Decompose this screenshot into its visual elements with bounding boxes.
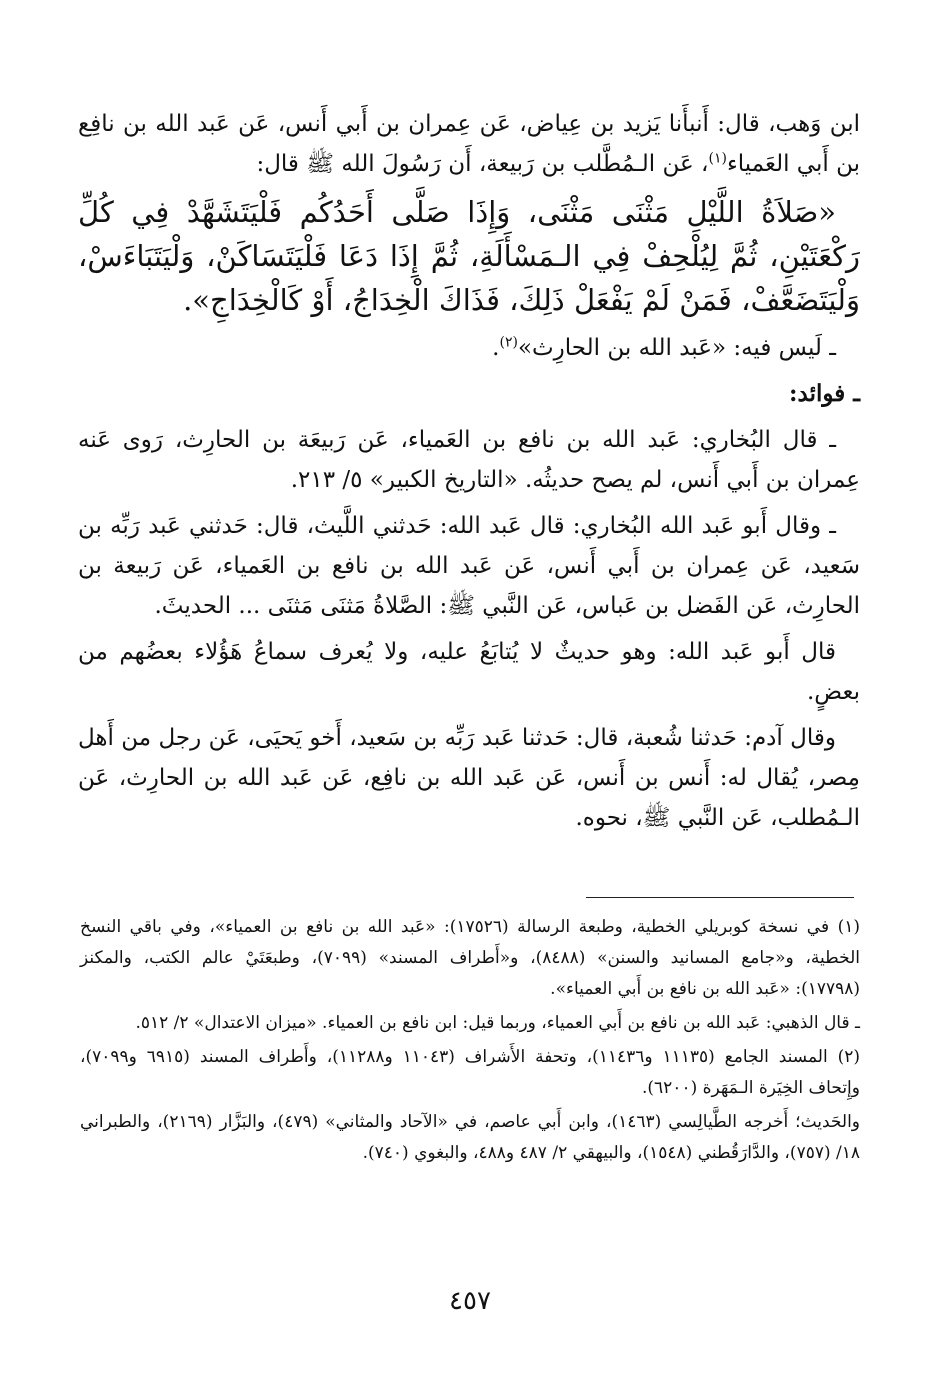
note-line <box>78 328 860 368</box>
isnad-text-end: ، عَن الـمُطَّلب بن رَبيعة، أَن رَسُولَ الله ﷺ قال: <box>256 151 709 177</box>
main-text <box>78 104 860 844</box>
isnad-text-start: ابن وَهب، قال: أَنبأَنا يَزيد بن عِياض، عَن عِمران بن أَبي أَنس، عَن عَبد الله بن نافِع بن أَبي العَمياء <box>78 111 860 177</box>
hadith-text: «صَلاَةُ اللَّيْلِ مَثْنَى مَثْنَى، وَإِذَا صَلَّى أَحَدُكُم فَلْيَتَشَهَّدْ فِي كُلِّ رَكْعَتَيْنِ، ثُمَّ لِيُلْحِفْ فِي الـمَسْأَلَةِ، ثُمَّ إِذَا دَعَا فَلْيَتَسَاكَنْ، وَلْيَتَبَاءَسْ، وَلْيَتَضَعَّفْ، فَمَنْ لَمْ يَفْعَلْ ذَلِكَ، فَذَاكَ الْخِدَاجُ، أَوْ كَالْخِدَاجِ». <box>78 195 860 317</box>
paragraph-adam: وقال آدم: حَدثنا شُعبة، قال: حَدثنا عَبد رَبِّه بن سَعيد، أَخو يَحيَى، عَن رجل من أَهل مِصر، يُقال له: أَنس بن أَنس، عَن عَبد الله بن نافِع، عَن عَبد الله بن الحارِث، عَن الـمُطلب، عَن النَّبي ﷺ، نحوه. <box>78 725 860 831</box>
footnote-divider <box>586 897 854 898</box>
note-text: ـ لَيس فيه: «عَبد الله بن الحارِث» <box>517 335 836 361</box>
paragraph-bukhari-1: ـ قال البُخاري: عَبد الله بن نافع بن العَمياء، عَن رَبيعَة بن الحارِث، رَوى عَنه عِمران بن أَبي أَنس، لم يصح حديثُه. «التاريخ الكبير» ٥/ ٢١٣. <box>78 427 860 493</box>
section-heading: ـ فوائد: <box>789 380 860 407</box>
page-number: ٤٥٧ <box>449 1286 491 1316</box>
footnote-1: (١) في نسخة كوبريلي الخطية، وطبعة الرسالة (١٧٥٢٦): «عَبد الله بن نافع بن العمياء»، وفي باقي النسخ الخطية، و«جامع المسانيد والسنن» (٨٤٨٨)، و«أَطراف المسند» (٧٠٩٩)، وطبعَتَيْ عالم الكتب، والمكنز (١٧٧٩٨): «عَبد الله بن نافع بن أَبي العمياء». <box>80 917 860 999</box>
footnote-ref-2[interactable]: (٢) <box>499 334 518 351</box>
paragraph-isnad <box>78 104 860 184</box>
footnote-1-note: ـ قال الذهبي: عَبد الله بن نافع بن أَبي العمياء، وربما قيل: ابن نافع بن العمياء. «ميزان الاعتدال» ٢/ ٥١٢. <box>135 1013 860 1033</box>
footnote-ref-1[interactable]: (١) <box>708 150 727 167</box>
footnote-2: (٢) المسند الجامع (١١١٣٥ و١١٤٣٦)، وتحفة الأَشراف (١١٠٤٣ و١١٢٨٨)، وأَطراف المسند (٦٩١٥ و٧٠٩٩)، وإِتحاف الخِيَرة الـمَهَرة (٦٢٠٠). <box>80 1047 861 1098</box>
paragraph-bukhari-3: قال أَبو عَبد الله: وهو حديثٌ لا يُتابَعُ عليه، ولا يُعرف سماعُ هَؤُلاء بعضُهم من بعضٍ. <box>78 639 860 705</box>
footnotes <box>80 912 860 1172</box>
note-end: . <box>492 335 500 361</box>
paragraph-bukhari-2: ـ وقال أَبو عَبد الله البُخاري: قال عَبد الله: حَدثني اللَّيث، قال: حَدثني عَبد رَبِّه بن سَعيد، عَن عِمران بن أَبي أَنس، عَن عَبد الله بن نافع بن العَمياء، عَن رَبيعة بن الحارِث، عَن الفَضل بن عَباس، عَن النَّبي ﷺ: الصَّلاةُ مَثنَى مَثنَى ... الحديثَ. <box>78 513 860 619</box>
footnote-2-continued: والحَديث؛ أَخرجه الطَّيالِسي (١٤٦٣)، وابن أَبي عاصم، في «الآحاد والمثاني» (٤٧٩)، والبَزَّار (٢١٦٩)، والطبراني ١٨/ (٧٥٧)، والدَّارَقُطني (١٥٤٨)، والبيهقي ٢/ ٤٨٧ و٤٨٨، والبغوي (٧٤٠). <box>80 1112 861 1163</box>
